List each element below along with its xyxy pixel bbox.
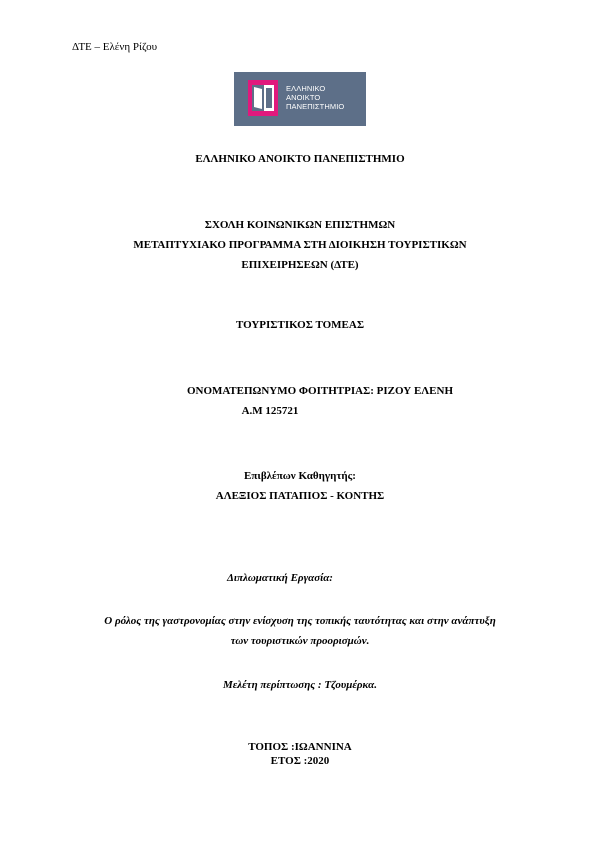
- logo-wordmark: [286, 84, 344, 111]
- student-name: ΟΝΟΜΑΤΕΠΩΝΥΜΟ ΦΟΙΤΗΤΡΙΑΣ: ΡΙΖΟΥ ΕΛΕΝΗ: [186, 385, 454, 397]
- program-title-line-2: ΕΠΙΧΕΙΡΗΣΕΩΝ (ΔΤΕ): [241, 259, 359, 271]
- program-title-line-1: ΜΕΤΑΠΤΥΧΙΑΚΟ ΠΡΟΓΡΑΜΜΑ ΣΤΗ ΔΙΟΙΚΗΣΗ ΤΟΥΡΙΣΤΙΚΩΝ: [133, 239, 467, 251]
- sector-title: ΤΟΥΡΙΣΤΙΚΟΣ ΤΟΜΕΑΣ: [235, 319, 365, 331]
- logo-line-3: ΠΑΝΕΠΙΣΤΗΜΙΟ: [286, 102, 345, 111]
- thesis-label: Διπλωματική Εργασία:: [227, 572, 333, 584]
- place-line: ΤΟΠΟΣ :ΙΩΑΝΝΙΝΑ: [248, 741, 352, 753]
- book-logo-icon: [248, 80, 278, 116]
- student-id: Α.Μ 125721: [241, 405, 299, 417]
- thesis-title-line-2: των τουριστικών προορισμών.: [230, 635, 370, 647]
- year-line: ΕΤΟΣ :2020: [270, 755, 330, 767]
- supervisor-name: ΑΛΕΞΙΟΣ ΠΑΤΑΠΙΟΣ - ΚΟΝΤΗΣ: [215, 490, 385, 502]
- thesis-title-line-1: Ο ρόλος της γαστρονομίας στην ενίσχυση της τοπικής ταυτότητας και στην ανάπτυξη: [104, 615, 496, 627]
- logo-line-1: ΕΛΛΗΝΙΚΟ: [286, 84, 326, 93]
- logo-line-2: ΑΝΟΙΚΤΟ: [286, 93, 321, 102]
- university-logo: [234, 72, 366, 126]
- school-title: ΣΧΟΛΗ ΚΟΙΝΩΝΙΚΩΝ ΕΠΙΣΤΗΜΩΝ: [204, 219, 396, 231]
- page-header-note: ΔΤΕ – Ελένη Ρίζου: [72, 41, 158, 53]
- university-title: ΕΛΛΗΝΙΚΟ ΑΝΟΙΚΤΟ ΠΑΝΕΠΙΣΤΗΜΙΟ: [195, 153, 405, 165]
- case-study: Μελέτη περίπτωσης : Τζουμέρκα.: [223, 679, 377, 691]
- supervisor-label: Επιβλέπων Καθηγητής:: [244, 470, 356, 482]
